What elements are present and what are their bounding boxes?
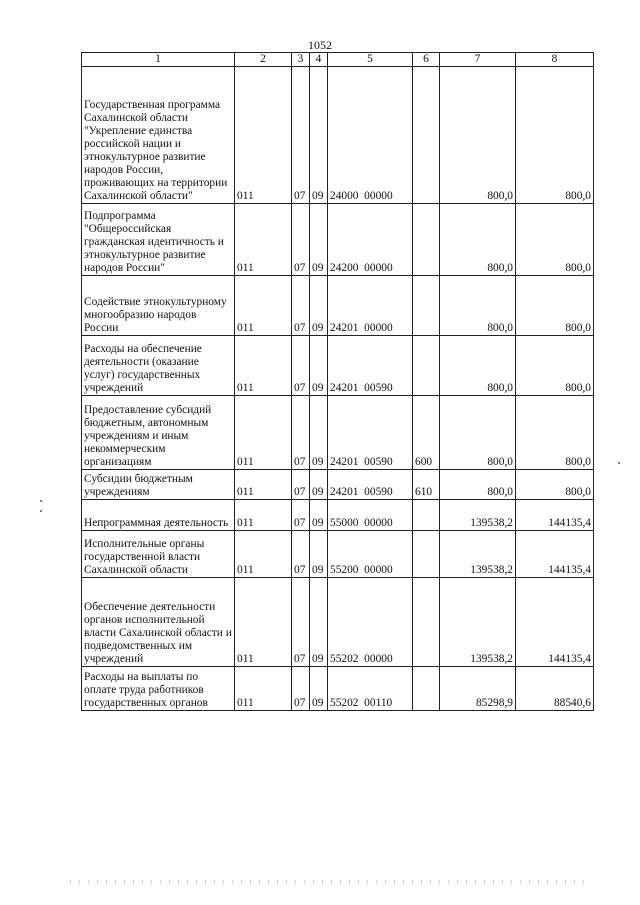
row-amount-year-2: 800,0 <box>516 396 594 470</box>
row-amount-year-2: 144135,4 <box>516 578 594 667</box>
row-amount-year-2: 800,0 <box>516 336 594 396</box>
table-row <box>82 336 594 396</box>
header-col-1: 1 <box>82 53 235 67</box>
row-name: Государственная программа Сахалинской области "Укрепление единства российской нации и этнокультурное развитие народов России, проживающих на территории Сахалинской области" <box>82 67 235 204</box>
row-target-code: 24201 00590 <box>328 396 413 470</box>
row-ministry-code: 011 <box>235 67 292 204</box>
row-ministry-code: 011 <box>235 667 292 711</box>
scan-speck <box>618 462 620 464</box>
row-section: 07 <box>292 578 310 667</box>
row-section: 07 <box>292 500 310 531</box>
row-section: 07 <box>292 470 310 500</box>
row-subsection: 09 <box>310 396 328 470</box>
row-amount-year-1: 800,0 <box>440 276 516 336</box>
row-expense-type: 600 <box>413 396 440 470</box>
row-section: 07 <box>292 67 310 204</box>
table-row <box>82 470 594 500</box>
row-ministry-code: 011 <box>235 531 292 578</box>
row-amount-year-2: 88540,6 <box>516 667 594 711</box>
scan-speck <box>40 500 42 502</box>
row-target-code: 24201 00000 <box>328 276 413 336</box>
row-expense-type <box>413 276 440 336</box>
row-target-code: 55202 00000 <box>328 578 413 667</box>
row-target-code: 24000 00000 <box>328 67 413 204</box>
row-subsection: 09 <box>310 531 328 578</box>
scan-speck <box>40 510 42 512</box>
row-section: 07 <box>292 667 310 711</box>
row-section: 07 <box>292 396 310 470</box>
row-subsection: 09 <box>310 204 328 276</box>
row-amount-year-1: 800,0 <box>440 396 516 470</box>
row-amount-year-1: 85298,9 <box>440 667 516 711</box>
table-row <box>82 276 594 336</box>
header-col-8: 8 <box>516 53 594 67</box>
header-col-4: 4 <box>310 53 328 67</box>
row-subsection: 09 <box>310 667 328 711</box>
table-row <box>82 667 594 711</box>
row-ministry-code: 011 <box>235 336 292 396</box>
row-ministry-code: 011 <box>235 276 292 336</box>
header-col-7: 7 <box>440 53 516 67</box>
row-expense-type: 610 <box>413 470 440 500</box>
header-col-5: 5 <box>328 53 413 67</box>
row-subsection: 09 <box>310 67 328 204</box>
row-amount-year-2: 800,0 <box>516 204 594 276</box>
row-name: Исполнительные органы государственной власти Сахалинской области <box>82 531 235 578</box>
row-name: Подпрограмма "Общероссийская гражданская идентичность и этнокультурное развитие народов России" <box>82 204 235 276</box>
row-name: Расходы на обеспечение деятельности (оказание услуг) государственных учреждений <box>82 336 235 396</box>
row-expense-type <box>413 67 440 204</box>
row-target-code: 55202 00110 <box>328 667 413 711</box>
row-expense-type <box>413 531 440 578</box>
row-amount-year-2: 800,0 <box>516 276 594 336</box>
row-section: 07 <box>292 204 310 276</box>
row-subsection: 09 <box>310 578 328 667</box>
scan-noise <box>70 880 590 884</box>
row-name: Предоставление субсидий бюджетным, автономным учреждениям и иным некоммерческим организациям <box>82 396 235 470</box>
row-subsection: 09 <box>310 276 328 336</box>
row-name: Субсидии бюджетным учреждениям <box>82 470 235 500</box>
row-name: Непрограммная деятельность <box>82 500 235 531</box>
row-ministry-code: 011 <box>235 578 292 667</box>
row-amount-year-2: 800,0 <box>516 470 594 500</box>
row-name: Расходы на выплаты по оплате труда работников государственных органов <box>82 667 235 711</box>
header-row <box>82 53 594 67</box>
row-expense-type <box>413 578 440 667</box>
row-subsection: 09 <box>310 500 328 531</box>
row-section: 07 <box>292 336 310 396</box>
row-target-code: 55200 00000 <box>328 531 413 578</box>
row-target-code: 24201 00590 <box>328 336 413 396</box>
row-name: Обеспечение деятельности органов исполнительной власти Сахалинской области и подведомственных им учреждений <box>82 578 235 667</box>
row-amount-year-1: 800,0 <box>440 67 516 204</box>
table-row <box>82 396 594 470</box>
row-ministry-code: 011 <box>235 204 292 276</box>
header-col-2: 2 <box>235 53 292 67</box>
header-col-6: 6 <box>413 53 440 67</box>
row-subsection: 09 <box>310 336 328 396</box>
table-row <box>82 531 594 578</box>
row-target-code: 24200 00000 <box>328 204 413 276</box>
row-expense-type <box>413 204 440 276</box>
row-expense-type <box>413 336 440 396</box>
row-amount-year-1: 139538,2 <box>440 578 516 667</box>
row-subsection: 09 <box>310 470 328 500</box>
row-section: 07 <box>292 531 310 578</box>
row-amount-year-2: 800,0 <box>516 67 594 204</box>
row-amount-year-1: 800,0 <box>440 336 516 396</box>
table-row <box>82 67 594 204</box>
row-amount-year-2: 144135,4 <box>516 531 594 578</box>
row-ministry-code: 011 <box>235 396 292 470</box>
header-col-3: 3 <box>292 53 310 67</box>
table-row <box>82 500 594 531</box>
page-number: 1052 <box>308 38 332 52</box>
row-amount-year-1: 139538,2 <box>440 500 516 531</box>
row-amount-year-1: 800,0 <box>440 204 516 276</box>
row-section: 07 <box>292 276 310 336</box>
row-ministry-code: 011 <box>235 500 292 531</box>
table-row <box>82 204 594 276</box>
row-expense-type <box>413 500 440 531</box>
row-expense-type <box>413 667 440 711</box>
row-amount-year-1: 800,0 <box>440 470 516 500</box>
budget-table <box>81 52 594 711</box>
row-ministry-code: 011 <box>235 470 292 500</box>
row-name: Содействие этнокультурному многообразию народов России <box>82 276 235 336</box>
table-row <box>82 578 594 667</box>
row-amount-year-1: 139538,2 <box>440 531 516 578</box>
row-target-code: 24201 00590 <box>328 470 413 500</box>
row-target-code: 55000 00000 <box>328 500 413 531</box>
row-amount-year-2: 144135,4 <box>516 500 594 531</box>
